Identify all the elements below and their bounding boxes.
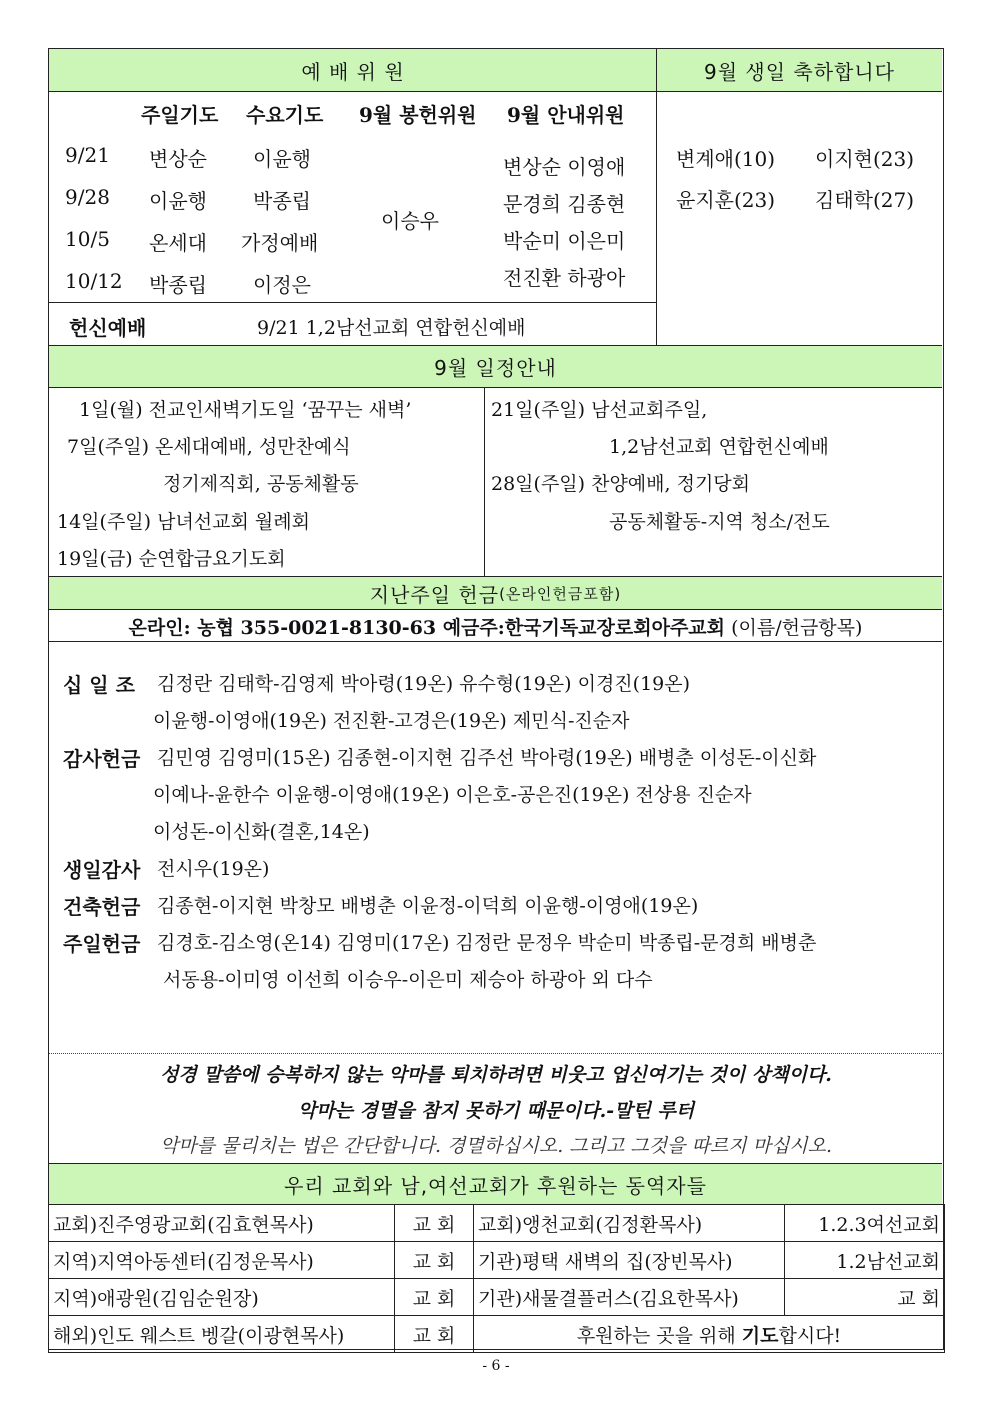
partner-sponsor: 교 회	[395, 1205, 474, 1242]
birthday-header-text: 9월 생일 축하합니다	[704, 59, 895, 84]
bulletin-page	[48, 48, 944, 1350]
offering-label-building: 건축헌금	[63, 895, 141, 919]
worship-date: 9/28	[65, 185, 110, 209]
partner-name: 기관)평택 새벽의 집(장빈목사)	[474, 1242, 785, 1279]
schedule-item: 28일(주일) 찬양예배, 정기당회	[491, 473, 751, 495]
partner-name: 교회)앵천교회(김정환목사)	[474, 1205, 785, 1242]
offering-label-tithe: 십 일 조	[63, 673, 135, 697]
divider	[484, 388, 485, 576]
offering-label-sunday: 주일헌금	[63, 932, 141, 956]
offering-header-text: 지난주일 헌금	[369, 582, 500, 607]
wednesday-prayer-name: 가정예배	[241, 231, 319, 255]
offering-names: 이예나-윤한수 이윤행-이영애(19온) 이은호-공은진(19온) 전상용 진순자	[153, 784, 752, 806]
partner-sponsor: 교 회	[785, 1279, 945, 1316]
partner-sponsor: 교 회	[395, 1316, 474, 1353]
offering-header	[49, 576, 942, 610]
sunday-prayer-name: 변상순	[149, 147, 207, 171]
usher-pair: 문경희 김종현	[503, 192, 626, 216]
partner-sponsor: 교 회	[395, 1242, 474, 1279]
offering-names: 김경호-김소영(온14) 김영미(17온) 김정란 문정우 박순미 박종립-문경희 배병춘	[157, 932, 817, 954]
schedule-item: 19일(금) 순연합금요기도회	[57, 548, 286, 570]
offering-committee-name: 이승우	[381, 209, 439, 233]
offering-label-thanks: 감사헌금	[63, 747, 141, 771]
quote-line: 성경 말씀에 승복하지 않는 악마를 퇴치하려면 비웃고 업신여기는 것이 상책이다.	[160, 1064, 832, 1086]
partner-sponsor: 교 회	[395, 1279, 474, 1316]
col-usher-committee: 9월 안내위원	[507, 103, 625, 127]
schedule-item: 공동체활동-지역 청소/전도	[609, 511, 830, 533]
col-offering-committee: 9월 봉헌위원	[359, 103, 477, 127]
prayer-emphasis: 기도	[741, 1324, 779, 1347]
offering-names: 이성돈-이신화(결혼,14온)	[153, 821, 370, 843]
offering-label-birthday: 생일감사	[63, 858, 141, 882]
schedule-item: 7일(주일) 온세대예배, 성만찬예식	[67, 436, 351, 458]
usher-pair: 전진환 하광아	[503, 266, 626, 290]
quote-line: 악마는 경멸을 참지 못하기 때문이다.-말틴 루터	[297, 1100, 695, 1122]
offering-header-note: (온라인헌금포함)	[499, 584, 622, 603]
offering-names: 서동용-이미영 이선희 이승우-이은미 제승아 하광아 외 다수	[163, 969, 653, 991]
offering-names: 김민영 김영미(15온) 김종현-이지현 김주선 박아령(19온) 배병춘 이성돈-이신화	[157, 747, 817, 769]
worship-date: 10/12	[65, 269, 123, 293]
usher-pair: 변상순 이영애	[503, 155, 626, 179]
partners-header	[49, 1163, 942, 1205]
worship-header-text: 예 배 위 원	[301, 59, 405, 84]
schedule-item: 14일(주일) 남녀선교회 월례회	[57, 511, 310, 533]
wednesday-prayer-name: 이윤행	[253, 147, 311, 171]
worship-date: 10/5	[65, 227, 110, 251]
divider	[656, 49, 657, 345]
partner-row	[49, 1242, 945, 1279]
schedule-item: 정기제직회, 공동체활동	[163, 473, 359, 495]
partner-name: 지역)애광원(김임순원장)	[49, 1279, 395, 1316]
partner-name: 해외)인도 웨스트 벵갈(이광현목사)	[49, 1316, 395, 1353]
partner-name: 기관)새물결플러스(김요한목사)	[474, 1279, 785, 1316]
schedule-item: 1일(월) 전교인새벽기도일 ‘꿈꾸는 새벽’	[79, 399, 412, 421]
schedule-item: 1,2남선교회 연합헌신예배	[609, 436, 829, 458]
page-number: - 6 -	[482, 1358, 510, 1374]
sunday-prayer-name: 이윤행	[149, 189, 207, 213]
divider	[49, 641, 942, 642]
dedication-text: 9/21 1,2남선교회 연합헌신예배	[257, 317, 526, 339]
birthday-person: 변계애(10)	[676, 147, 776, 171]
offering-names: 이윤행-이영애(19온) 전진환-고경은(19온) 제민식-진순자	[153, 710, 630, 732]
partner-name: 지역)지역아동센터(김정운목사)	[49, 1242, 395, 1279]
online-account-note: (이름/헌금항목)	[731, 617, 863, 639]
partner-row	[49, 1279, 945, 1316]
partner-sponsor: 1.2남선교회	[785, 1242, 945, 1279]
birthday-header	[657, 49, 942, 92]
worship-header	[49, 49, 657, 92]
dotted-divider	[49, 1053, 942, 1054]
birthday-person: 윤지훈(23)	[676, 188, 776, 212]
wednesday-prayer-name: 이정은	[253, 273, 311, 297]
col-sunday-prayer: 주일기도	[141, 103, 219, 127]
birthday-person: 김태학(27)	[815, 188, 915, 212]
prayer-text: 합시다!	[778, 1324, 842, 1347]
schedule-item: 21일(주일) 남선교회주일,	[491, 399, 708, 421]
online-account: 온라인: 농협 355-0021-8130-63 예금주:한국기독교장로회아주교회	[128, 617, 726, 639]
schedule-header-text: 9월 일정안내	[434, 356, 557, 380]
prayer-request	[474, 1316, 945, 1353]
offering-names: 전시우(19온)	[157, 858, 270, 880]
prayer-text: 후원하는 곳을 위해	[576, 1324, 742, 1347]
partners-table	[48, 1204, 945, 1353]
partners-header-text: 우리 교회와 남,여선교회가 후원하는 동역자들	[284, 1173, 707, 1198]
dedication-label: 헌신예배	[69, 316, 147, 340]
schedule-header	[49, 345, 942, 388]
partner-row	[49, 1316, 945, 1353]
offering-names: 김정란 김태학-김영제 박아령(19온) 유수형(19온) 이경진(19온)	[157, 673, 691, 695]
wednesday-prayer-name: 박종립	[253, 189, 311, 213]
offering-names: 김종현-이지현 박창모 배병춘 이윤정-이덕희 이윤행-이영애(19온)	[157, 895, 699, 917]
quote-line: 악마를 물리치는 법은 간단합니다. 경멸하십시오. 그리고 그것을 따르지 마십시오.	[159, 1135, 833, 1157]
online-account-info	[49, 613, 942, 640]
partner-name: 교회)진주영광교회(김효현목사)	[49, 1205, 395, 1242]
worship-date: 9/21	[65, 143, 110, 167]
sunday-prayer-name: 박종립	[149, 273, 207, 297]
usher-pair: 박순미 이은미	[503, 229, 626, 253]
sunday-prayer-name: 온세대	[149, 231, 207, 255]
birthday-person: 이지현(23)	[815, 147, 915, 171]
divider	[49, 302, 657, 303]
partner-row	[49, 1205, 945, 1242]
col-wednesday-prayer: 수요기도	[246, 103, 324, 127]
partner-sponsor: 1.2.3여선교회	[785, 1205, 945, 1242]
